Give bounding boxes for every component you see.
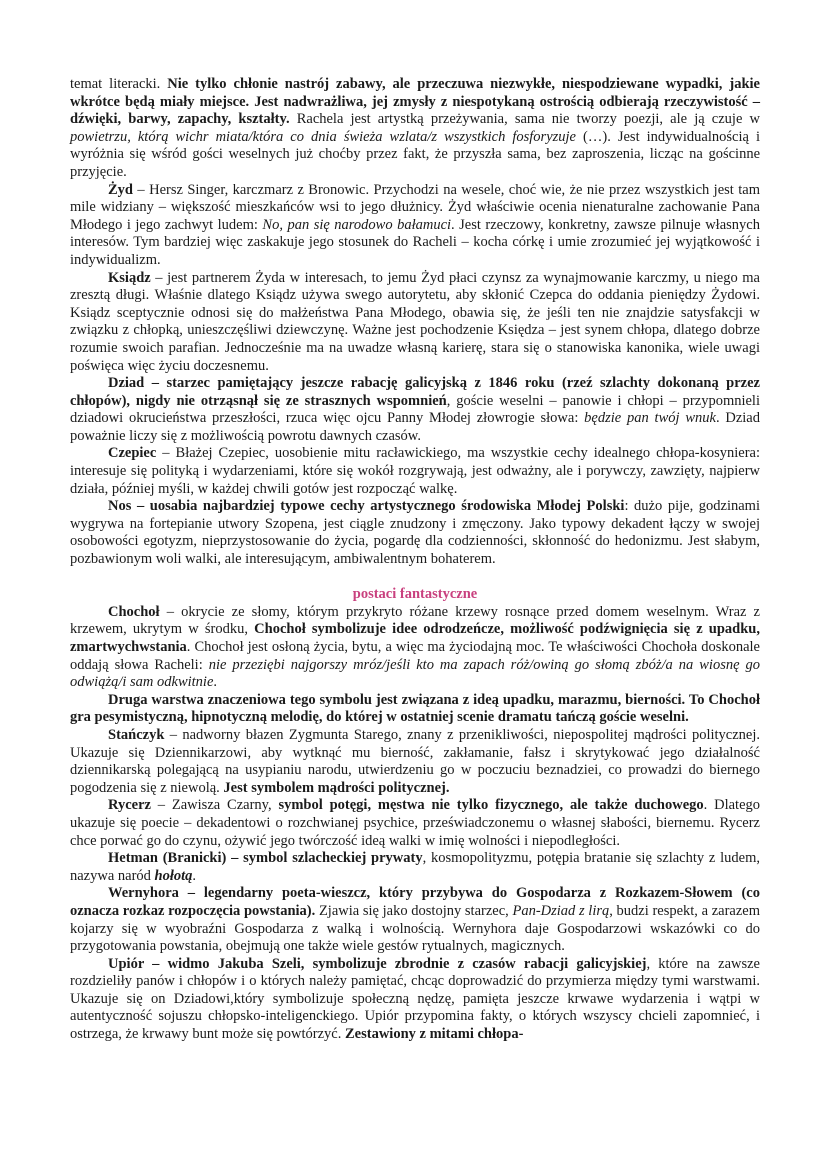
text-run: (…). Jest indywidualnością i wyróżnia się wśród gości weselnych już choćby przez fakt, że przyszła sama, bez zaproszenia, licząc na gościnne przyjęcie.	[70, 128, 764, 180]
text-run: nie przeziębi najgorszy mróz/jeśli kto ma zapach róż/owiną go słomą zbóż/a na wiosnę go odwiążą/i sam odkwitnie	[70, 656, 764, 691]
text-run: – nadworny błazen Zygmunta Starego, znany z przenikliwości, niepospolitej mądrości politycznej. Ukazuje się Dziennikarzowi, aby wytknąć mu bierność, zakłamanie, fałsz i skrytykować jego działalność dziennikarską polegającą na usypianiu narodu, utwierdzeniu go w poczuciu beznadziei, co prowadzi do biernego pogodzenia się z niewolą.	[70, 726, 764, 796]
paragraph	[70, 797, 764, 850]
text-run: . Chochoł jest osłoną życia, bytu, a więc ma życiodajną moc. Te właściwości Chochoła doskonale oddają słowa Racheli:	[70, 639, 764, 673]
paragraph	[70, 850, 764, 885]
text-run: . Dlatego ukazuje się poecie – dekadentowi o rozchwianej psychice, przeświadczonemu o własnej słabości, biernemu. Rycerz chce porwać go do czynu, ożywić jego twórczość ideą walki w imię wolności i niepodległości.	[70, 797, 764, 849]
text-run: Upiór – widmo Jakuba Szeli, symbolizuje zbrodnie z czasów rabacji galicyjskiej	[108, 955, 647, 972]
text-run: Chochoł symbolizuje idee odrodzeńcze, możliwość podźwignięcia się z upadku, zmartwychwstania	[70, 621, 764, 655]
paragraph	[70, 445, 764, 498]
paragraph	[70, 181, 764, 270]
text-run: – Zawisza Czarny,	[150, 797, 279, 814]
text-run: – okrycie ze słomy, którym przykryto różane krzewy rosnące przed domem weselnym. Wraz z krzewem, ukrytym w środku,	[70, 603, 764, 638]
text-run: , goście weselni – panowie i chłopi – przypomnieli dziadowi okrucieństwa przeszłości, rzuca więc ojcu Panny Młodej złowrogie słowa:	[70, 392, 764, 427]
text-run: Żyd	[108, 181, 133, 198]
text-run: Czepiec	[108, 445, 157, 462]
text-run: Jest symbolem mądrości politycznej.	[223, 779, 450, 796]
text-run: temat literacki.	[70, 76, 168, 92]
text-run: – Błażej Czepiec, uosobienie mitu racławickiego, ma wszystkie cechy idealnego chłopa-kosyniera: interesuje się polityką i wydarzeniami, które się wokół rozgrywają, jest odważny, ale i porywczy, zawzięty, najpierw działa, później myśli, w każdej chwili gotów jest rozpocząć walkę.	[70, 445, 764, 497]
paragraph	[70, 269, 764, 376]
paragraph	[70, 691, 764, 727]
text-run: , kosmopolityzmu, potępia bratanie się szlachty z ludem, nazywa naród	[70, 850, 764, 884]
paragraph	[70, 603, 764, 692]
paragraph	[70, 498, 764, 568]
text-run: Nie tylko chłonie nastrój zabawy, ale przeczuwa niezwykłe, niespodziewane wypadki, jakie wkrótce będą miały miejsce. Jest nadwrażliwa, jej zmysły z niespotykaną ostrością odbierają rzeczywistość – dźwięki, barwy, zapachy, kształty.	[70, 76, 764, 128]
paragraph	[70, 76, 764, 182]
text-run: , budzi respekt, a zarazem kojarzy się w wyobraźni Gospodarza z walką i wolnością. Wernyhora daje Gospodarzowi wskazówki co do przygotowania powstania, obejmują one także wiele gestów rytualnych, magicznych.	[70, 902, 764, 955]
text-run: Stańczyk	[108, 726, 165, 743]
text-run: Nos – uosabia najbardziej typowe cechy artystycznego środowiska Młodej Polski	[108, 498, 625, 515]
text-run: Zjawia się jako dostojny starzec,	[315, 902, 513, 919]
paragraph	[70, 955, 764, 1044]
text-run: powietrzu, którą wichr miata/która co dnia świeża wzlata/z wszystkich fosforyzuje	[70, 128, 576, 145]
text-run: Chochoł	[108, 603, 160, 620]
paragraph	[70, 726, 764, 797]
text-run: : dużo pije, godzinami wygrywa na fortepianie utwory Szopena, jest ciągle znudzony i zmęczony. Jako typowy dekadent łączy w swojej osobowości egotyzm, nieprzystosowanie do życia, pogardę dla codzienności, skłonność do hedonizmu. Jest słabym, pozbawionym woli walki, ale interesującym, ambiwalentnym bohaterem.	[70, 498, 764, 568]
document-body	[70, 76, 764, 1044]
text-run: .	[213, 674, 218, 691]
section-heading: postaci fantastyczne	[352, 586, 478, 603]
paragraph	[70, 375, 764, 445]
text-run: No, pan się narodowo bałamuci	[262, 216, 452, 233]
text-run: Hetman (Branicki) – symbol szlacheckiej prywaty	[108, 850, 423, 867]
text-run: .	[192, 867, 197, 884]
text-run: hołotą	[154, 867, 193, 884]
paragraph	[70, 885, 764, 955]
text-run: Rycerz	[108, 797, 151, 814]
text-run: – Hersz Singer, karczmarz z Bronowic. Przychodzi na wesele, choć wie, że nie przez wszystkich jest tam mile widziany – większość mieszkańców wsi to jego dłużnicy. Żyd właściwie ocenia nienaturalne zachowanie Pana Młodego i jego zachwyt ludem:	[70, 181, 764, 233]
text-run: będzie pan twój wnuk	[584, 410, 716, 427]
text-run: , które na zawsze rozdzieliły panów i chłopów i o których należy pamiętać, chcąc doprowadzić do przymierza między tymi warstwami. Ukazuje się on Dziadowi,który symbolizuje społeczną nędzę, pamięta jeszcze krwawe wydarzenia i wątpi w autentyczność sojuszu chłopsko-inteligenckiego. Upiór przypomina fakty, o których wszyscy chcieli zapomnieć, i ostrzega, że krwawy bunt może się powtórzyć.	[70, 955, 764, 1043]
text-run: Wernyhora – legendarny poeta-wieszcz, który przybywa do Gospodarza z Rozkazem-Słowem (co oznacza rozkaz rozpoczęcia powstania).	[70, 885, 764, 919]
text-run: Druga warstwa znaczeniowa tego symbolu jest związana z ideą upadku, marazmu, bierności. To Chochoł gra pesymistyczną, hipnotyczną melodię, do której w ostatniej scenie dramatu tańczą goście weselni.	[70, 691, 764, 726]
text-run: Ksiądz	[108, 269, 151, 286]
text-run: Pan-Dziad z lirą	[512, 902, 610, 919]
text-run: . Dziad poważnie liczy się z możliwością powrotu dawnych czasów.	[70, 410, 764, 444]
text-run: Zestawiony z mitami chłopa-	[345, 1026, 524, 1043]
text-run: Rachela jest artystką przeżywania, sama nie tworzy poezji, ale ją czuje w	[289, 111, 764, 128]
text-run: Dziad – starzec pamiętający jeszcze rabację galicyjską z 1846 roku (rzeź szlachty dokonaną przez chłopów), nigdy nie otrząsnął się ze strasznych wspomnień	[70, 375, 764, 409]
text-run: – jest partnerem Żyda w interesach, to jemu Żyd płaci czynsz za wynajmowanie karczmy, u niego ma zresztą długi. Właśnie dlatego Ksiądz używa swego autorytetu, aby skłonić Czepca do oddania pieniędzy Żydowi. Ksiądz sceptycznie odnosi się do małżeństwa Pana Młodego, obawia się, że jeśli ten nie znajdzie satysfakcji w związku z chłopką, unieszczęśliwi dziewczynę. Ważne jest pochodzenie Księdza – jest synem chłopa, dlatego dobrze rozumie swoich parafian. Jednocześnie ma na uwadze własną karierę, stara się o stanowiska kanonika, wiele uwagi poświęca więc życiu doczesnemu.	[70, 269, 764, 374]
text-run: . Jest rzeczowy, konkretny, zawsze pilnuje własnych interesów. Tym bardziej więc zaskakuje jego stosunek do Racheli – kocha córkę i umie zrozumieć jej wyjątkowość i indywidualizm.	[70, 216, 764, 268]
text-run: symbol potęgi, męstwa nie tylko fizycznego, ale także duchowego	[278, 797, 704, 814]
